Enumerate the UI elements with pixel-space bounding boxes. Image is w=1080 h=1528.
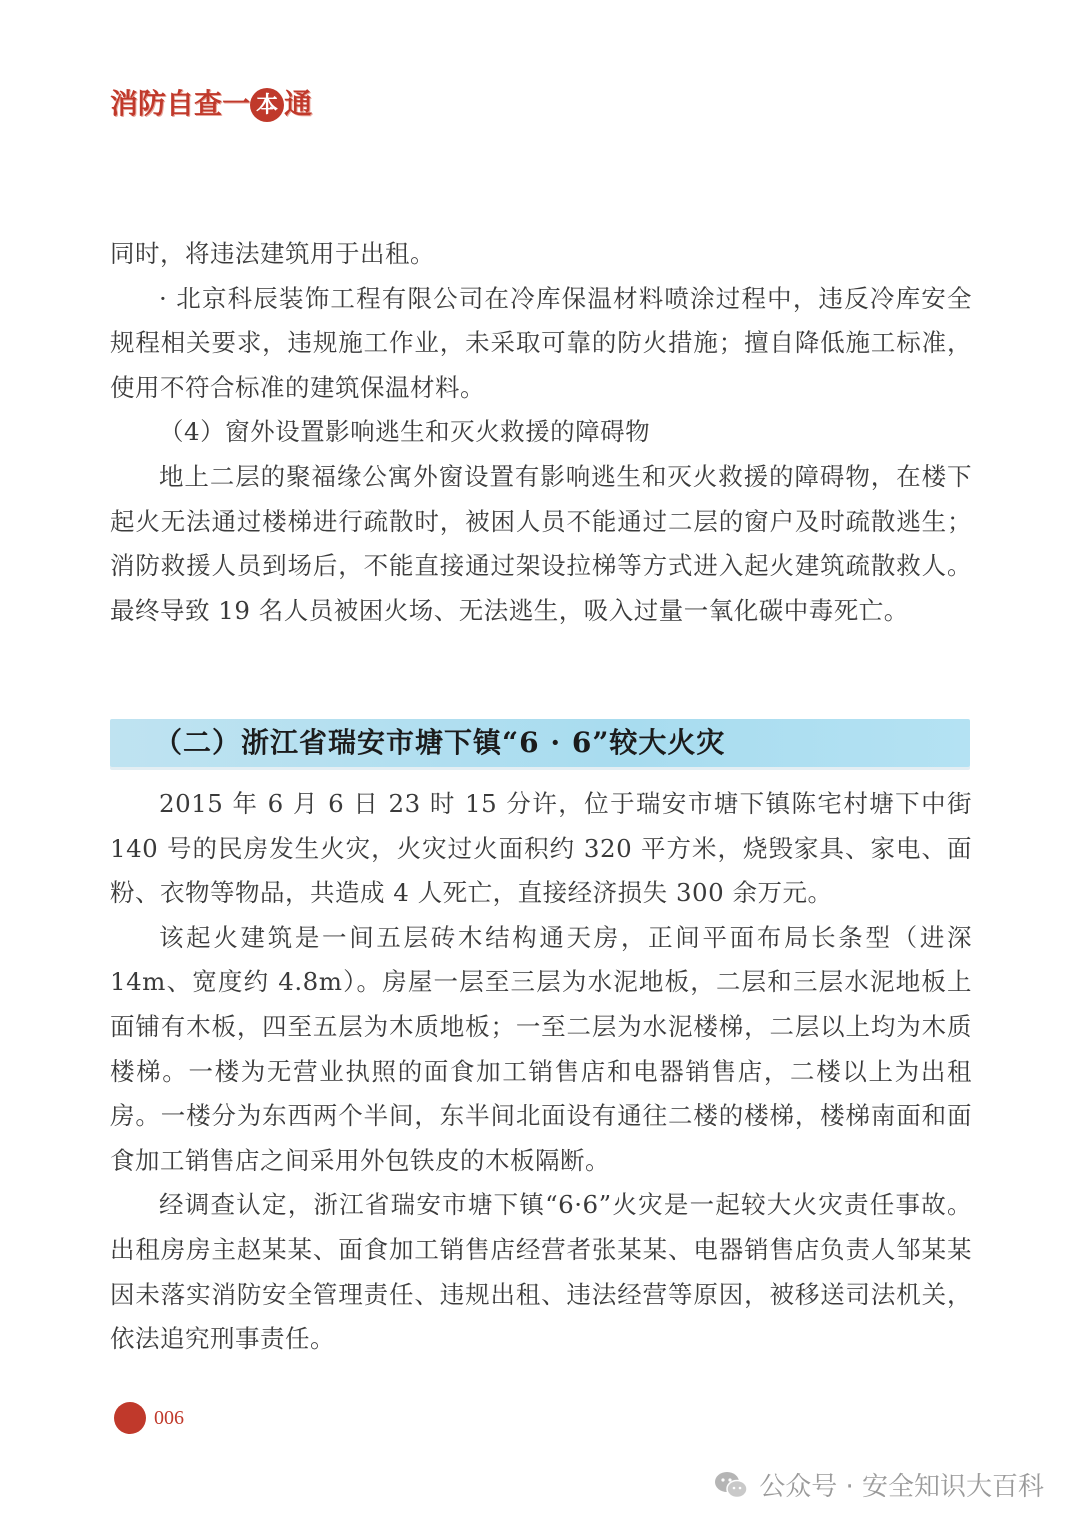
paragraph: 2015 年 6 月 6 日 23 时 15 分许，位于瑞安市塘下镇陈宅村塘下中街 140 号的民房发生火灾，火灾过火面积约 320 平方米，烧毁家具、家电、面粉、衣物等物品，共造成 4 人死亡，直接经济损失 300 余万元。 bbox=[110, 789, 972, 908]
body-text-block-2 bbox=[110, 782, 972, 1362]
logo-char: 查 bbox=[194, 87, 223, 120]
section-title: （二）浙江省瑞安市塘下镇“6 · 6”较大火灾 bbox=[154, 726, 726, 759]
paragraph: 该起火建筑是一间五层砖木结构通天房，正间平面布局长条型（进深 14m、宽度约 4.8m）。房屋一层至三层为水泥地板，二层和三层水泥地板上面铺有木板，四至五层为木质地板；一至二层为水泥楼梯，二层以上均为木质楼梯。一楼为无营业执照的面食加工销售店和电器销售店，二楼以上为出租房。一楼分为东西两个半间，东半间北面设有通往二楼的楼梯，楼梯南面和面食加工销售店之间采用外包铁皮的木板隔断。 bbox=[110, 922, 972, 1175]
paragraph: 同时，将违法建筑用于出租。 bbox=[110, 239, 435, 268]
watermark-text: 公众号 · 安全知识大百科 bbox=[759, 1472, 1044, 1502]
wechat-icon bbox=[713, 1470, 749, 1500]
logo-char-circle: 本 bbox=[250, 88, 284, 122]
paragraph: 经调查认定，浙江省瑞安市塘下镇“6·6”火灾是一起较大火灾责任事故。出租房房主赵某某、面食加工销售店经营者张某某、电器销售店负责人邹某某因未落实消防安全管理责任、违规出租、违法经营等原因，被移送司法机关，依法追究刑事责任。 bbox=[110, 1190, 972, 1354]
paragraph: · 北京科辰装饰工程有限公司在冷库保温材料喷涂过程中，违反冷库安全规程相关要求，违规施工作业，未采取可靠的防火措施；擅自降低施工标准，使用不符合标准的建筑保温材料。 bbox=[110, 283, 972, 402]
subheading: （4）窗外设置影响逃生和灭火救援的障碍物 bbox=[159, 417, 651, 447]
page-number: 006 bbox=[154, 1407, 184, 1429]
logo-char: 消 bbox=[110, 87, 139, 120]
header-logo bbox=[110, 86, 312, 122]
body-text-block-1 bbox=[110, 232, 972, 633]
logo-char: 防 bbox=[138, 87, 167, 120]
watermark bbox=[713, 1466, 1044, 1503]
logo-char: 通 bbox=[284, 87, 313, 120]
page-number-dot bbox=[114, 1402, 146, 1434]
logo-char: 自 bbox=[166, 87, 195, 120]
logo-char: 一 bbox=[222, 87, 251, 120]
paragraph: 地上二层的聚福缘公寓外窗设置有影响逃生和灭火救援的障碍物，在楼下起火无法通过楼梯进行疏散时，被困人员不能通过二层的窗户及时疏散逃生；消防救援人员到场后，不能直接通过架设拉梯等方式进入起火建筑疏散救人。最终导致 19 名人员被困火场、无法逃生，吸入过量一氧化碳中毒死亡。 bbox=[110, 461, 972, 625]
